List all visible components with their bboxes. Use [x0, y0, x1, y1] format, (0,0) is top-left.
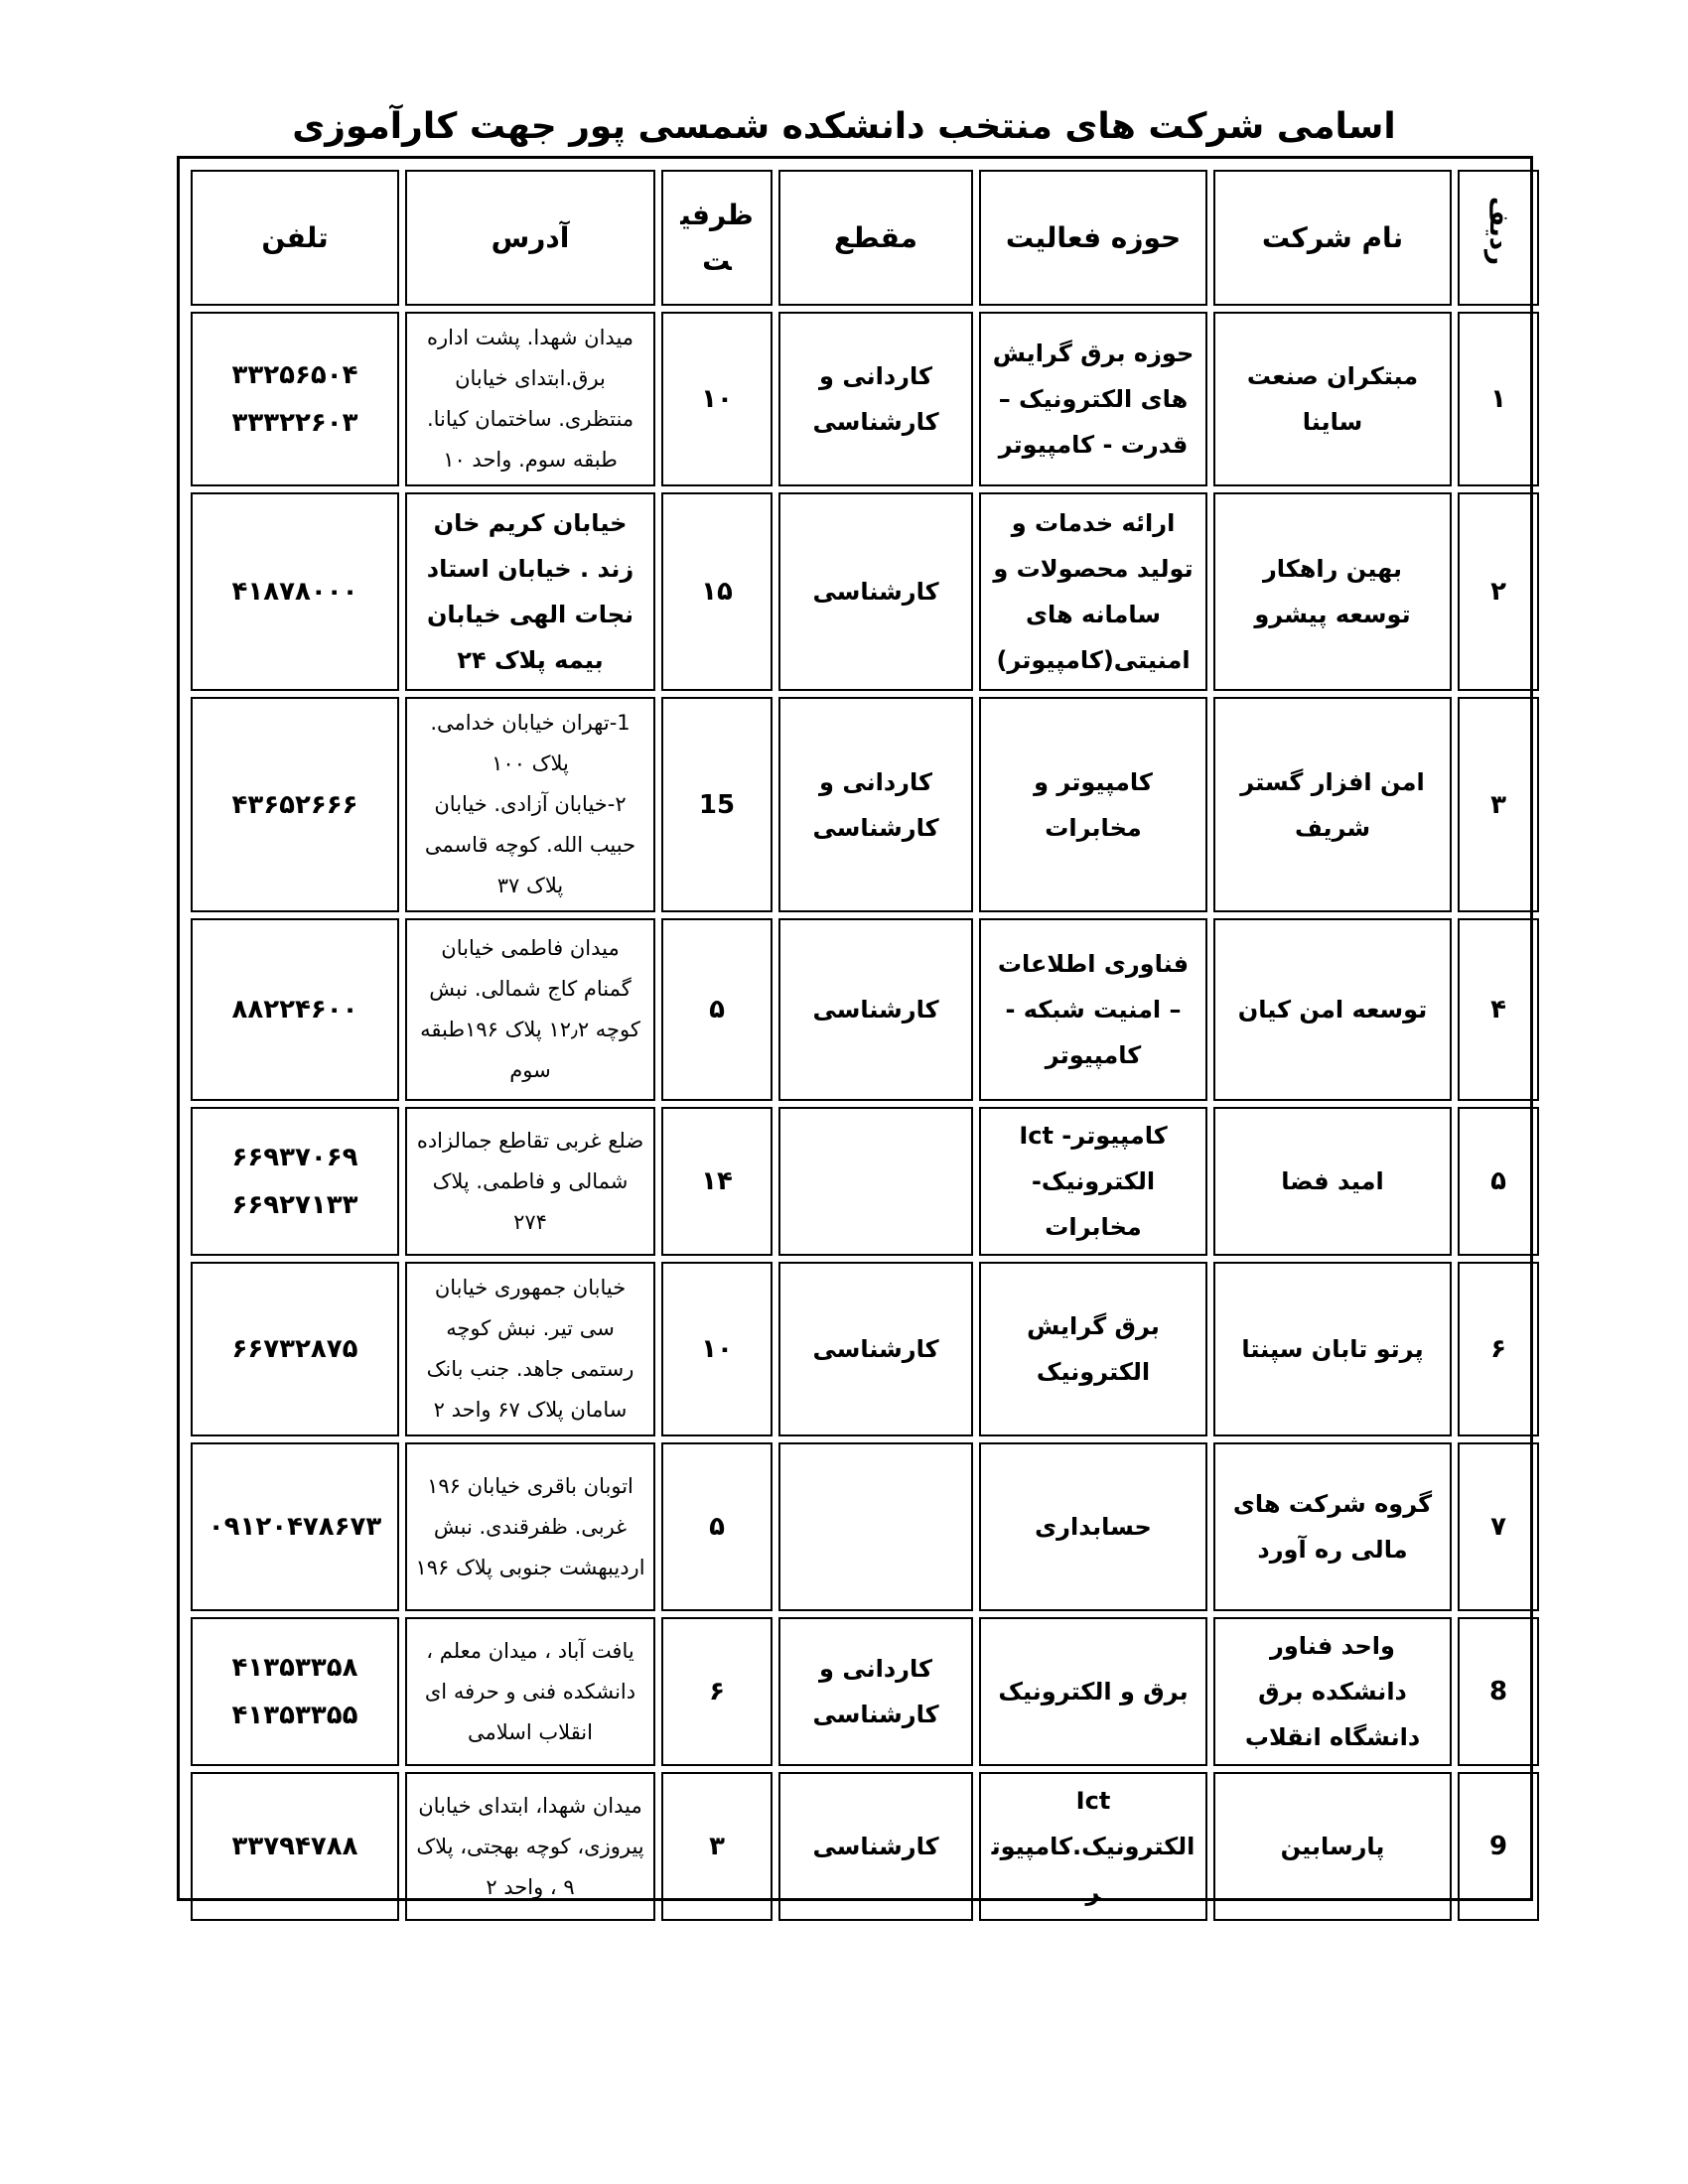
- table-header-row: [191, 170, 1539, 306]
- table-row: [191, 1617, 1539, 1766]
- table-row: [191, 1442, 1539, 1611]
- page-title: اسامی شرکت های منتخب دانشکده شمسی پور جهت کارآموزی: [292, 106, 1396, 147]
- activity-field: حوزه برق گرایش های الکترونیک – قدرت - کامپیوتر: [979, 312, 1207, 486]
- phone-number: ۶۶۹۳۷۰۶۹: [231, 1143, 358, 1172]
- table-row: [191, 312, 1539, 486]
- company-name: بهین راهکار توسعه پیشرو: [1213, 492, 1452, 691]
- header-phone: تلفن: [191, 170, 399, 306]
- header-level: مقطع: [778, 170, 973, 306]
- table-row: [191, 492, 1539, 691]
- education-level: کارشناسی: [778, 1772, 973, 1921]
- table-row: [191, 697, 1539, 912]
- row-number: 8: [1458, 1617, 1539, 1766]
- education-level: [778, 1107, 973, 1256]
- phone: [191, 492, 399, 691]
- phone-number: ۳۳۷۹۴۷۸۸: [231, 1832, 358, 1861]
- address: خیابان جمهوری خیابان سی تیر. نبش کوچه رستمی جاهد. جنب بانک سامان پلاک ۶۷ واحد ۲: [405, 1262, 655, 1436]
- company-name: امید فضا: [1213, 1107, 1452, 1256]
- phone: [191, 918, 399, 1101]
- phone-number: ۰۹۱۲۰۴۷۸۶۷۳: [208, 1512, 382, 1542]
- address: خیابان کریم خان زند . خیابان استاد نجات الهی خیابان بیمه پلاک ۲۴: [405, 492, 655, 691]
- row-number: ۷: [1458, 1442, 1539, 1611]
- address: میدان شهدا. پشت اداره برق.ابتدای خیابان منتظری. ساختمان کیانا. طبقه سوم. واحد ۱۰: [405, 312, 655, 486]
- activity-field: برق و الکترونیک: [979, 1617, 1207, 1766]
- company-name: پارسابین: [1213, 1772, 1452, 1921]
- education-level: [778, 1442, 973, 1611]
- table-row: [191, 1262, 1539, 1436]
- education-level: کارشناسی: [778, 918, 973, 1101]
- activity-field: [979, 1772, 1207, 1921]
- header-address: آدرس: [405, 170, 655, 306]
- phone: [191, 1772, 399, 1921]
- activity-field: ارائه خدمات و تولید محصولات و سامانه های امنیتی(کامپیوتر): [979, 492, 1207, 691]
- activity-line: کامپیوتر- Ict: [1019, 1122, 1168, 1150]
- capacity: ۱۵: [661, 492, 773, 691]
- capacity: 15: [661, 697, 773, 912]
- address: یافت آباد ، میدان معلم ، دانشکده فنی و حرفه ای انقلاب اسلامی: [405, 1617, 655, 1766]
- activity-field: برق گرایش الکترونیک: [979, 1262, 1207, 1436]
- capacity: ۵: [661, 918, 773, 1101]
- phone: [191, 1617, 399, 1766]
- capacity: ۱۰: [661, 1262, 773, 1436]
- row-number: 9: [1458, 1772, 1539, 1921]
- company-name: واحد فناور دانشکده برق دانشگاه انقلاب: [1213, 1617, 1452, 1766]
- education-level: کاردانی و کارشناسی: [778, 312, 973, 486]
- phone-number: ۳۳۳۲۲۶۰۳: [231, 408, 358, 438]
- phone-number: ۶۶۹۲۷۱۳۳: [231, 1190, 358, 1220]
- address: میدان شهدا، ابتدای خیابان پیروزی، کوچه بهجتی، پلاک ۹ ، واحد ۲: [405, 1772, 655, 1921]
- phone-number: ۸۸۲۲۴۶۰۰: [231, 995, 358, 1024]
- activity-line: الکترونیک.کامپیوتر: [991, 1833, 1196, 1906]
- education-level: کارشناسی: [778, 1262, 973, 1436]
- phone-number: ۶۶۷۳۲۸۷۵: [231, 1334, 358, 1364]
- companies-table: [185, 164, 1545, 1927]
- phone: [191, 1442, 399, 1611]
- capacity: ۶: [661, 1617, 773, 1766]
- row-number: ۱: [1458, 312, 1539, 486]
- phone: [191, 1107, 399, 1256]
- company-name: توسعه امن کیان: [1213, 918, 1452, 1101]
- address-line: 1-تهران خیابان خدامی. پلاک ۱۰۰: [430, 711, 631, 775]
- activity-line: Ict: [1075, 1787, 1111, 1815]
- address: میدان فاطمی خیابان گمنام کاج شمالی. نبش کوچه ۱۲٫۲ پلاک ۱۹۶طبقه سوم: [405, 918, 655, 1101]
- phone: [191, 312, 399, 486]
- row-number: ۴: [1458, 918, 1539, 1101]
- activity-field: فناوری اطلاعات – امنیت شبکه - کامپیوتر: [979, 918, 1207, 1101]
- education-level: کاردانی و کارشناسی: [778, 697, 973, 912]
- company-name: مبتکران صنعت ساینا: [1213, 312, 1452, 486]
- phone-number: ۴۱۳۵۳۳۵۸: [231, 1653, 358, 1683]
- activity-field: کامپیوتر و مخابرات: [979, 697, 1207, 912]
- companies-table-frame: [177, 156, 1533, 1906]
- table-row: [191, 918, 1539, 1101]
- capacity: ۱۴: [661, 1107, 773, 1256]
- table-row: [191, 1772, 1539, 1921]
- phone-number: ۴۱۳۵۳۳۵۵: [231, 1701, 358, 1730]
- row-number: ۲: [1458, 492, 1539, 691]
- company-name: پرتو تابان سپنتا: [1213, 1262, 1452, 1436]
- education-level: کاردانی و کارشناسی: [778, 1617, 973, 1766]
- phone: [191, 1262, 399, 1436]
- address: اتوبان باقری خیابان ۱۹۶ غربی. ظفرقندی. نبش اردیبهشت جنوبی پلاک ۱۹۶: [405, 1442, 655, 1611]
- activity-field: [979, 1107, 1207, 1256]
- row-number: ۵: [1458, 1107, 1539, 1256]
- activity-line: الکترونیک- مخابرات: [1031, 1167, 1156, 1241]
- header-company: نام شرکت: [1213, 170, 1452, 306]
- activity-field: حسابداری: [979, 1442, 1207, 1611]
- header-capacity: ظرفیت: [661, 170, 773, 306]
- address: [405, 697, 655, 912]
- address-line: ۲-خیابان آزادی. خیابان حبیب الله. کوچه قاسمی پلاک ۳۷: [424, 792, 636, 897]
- row-number: ۳: [1458, 697, 1539, 912]
- capacity: ۵: [661, 1442, 773, 1611]
- row-number: ۶: [1458, 1262, 1539, 1436]
- header-field: حوزه فعالیت: [979, 170, 1207, 306]
- capacity: ۱۰: [661, 312, 773, 486]
- phone-number: ۳۳۲۵۶۵۰۴: [231, 360, 358, 390]
- phone: [191, 697, 399, 912]
- header-row-number: ردیف: [1458, 170, 1539, 306]
- capacity: ۳: [661, 1772, 773, 1921]
- education-level: کارشناسی: [778, 492, 973, 691]
- address: ضلع غربی تقاطع جمالزاده شمالی و فاطمی. پلاک ۲۷۴: [405, 1107, 655, 1256]
- phone-number: ۴۳۶۵۲۶۶۶: [231, 789, 358, 820]
- phone-number: ۴۱۸۷۸۰۰۰: [231, 577, 358, 607]
- company-name: گروه شرکت های مالی ره آورد: [1213, 1442, 1452, 1611]
- company-name: امن افزار گستر شریف: [1213, 697, 1452, 912]
- table-row: [191, 1107, 1539, 1256]
